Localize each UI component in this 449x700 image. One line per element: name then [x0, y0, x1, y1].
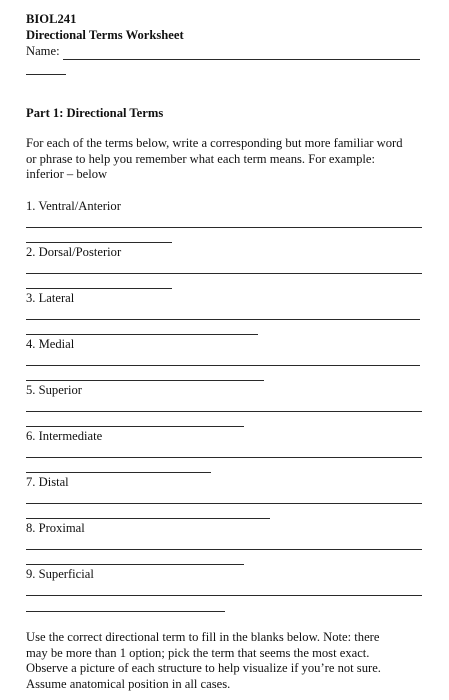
answer-line[interactable]: [26, 595, 422, 596]
term-dorsal-posterior: 2. Dorsal/Posterior: [26, 245, 122, 259]
term-ventral-anterior: 1. Ventral/Anterior: [26, 199, 121, 213]
term-lateral: 3. Lateral: [26, 291, 75, 305]
worksheet-title: Directional Terms Worksheet: [26, 28, 184, 42]
answer-line[interactable]: [26, 227, 422, 228]
answer-line[interactable]: [26, 319, 420, 320]
answer-line[interactable]: [26, 273, 422, 274]
instruction-line: inferior – below: [26, 167, 108, 181]
term-distal: 7. Distal: [26, 475, 69, 489]
instruction-line: Observe a picture of each structure to help visualize if you’re not sure.: [26, 661, 381, 675]
answer-line[interactable]: [26, 426, 244, 427]
instruction-line: or phrase to help you remember what each term means. For example:: [26, 151, 376, 166]
term-proximal: 8. Proximal: [26, 521, 85, 535]
answer-line[interactable]: [26, 472, 211, 473]
answer-line[interactable]: [26, 503, 422, 504]
name-label: Name:: [26, 44, 60, 58]
instruction-line: may be more than 1 option; pick the term that seems the most exact.: [26, 645, 370, 660]
term-superior: 5. Superior: [26, 383, 82, 397]
name-blank-line[interactable]: [63, 59, 420, 60]
instruction-line: Use the correct directional term to fill in the blanks below. Note: there: [26, 630, 380, 644]
instruction-line: For each of the terms below, write a corresponding but more familiar word: [26, 136, 403, 150]
answer-line[interactable]: [26, 365, 420, 366]
instruction-line: Assume anatomical position in all cases.: [26, 676, 231, 691]
answer-line[interactable]: [26, 242, 172, 243]
term-superficial: 9. Superficial: [26, 567, 94, 581]
answer-line[interactable]: [26, 611, 225, 612]
term-intermediate: 6. Intermediate: [26, 429, 103, 443]
part1-heading: Part 1: Directional Terms: [26, 106, 164, 120]
course-code: BIOL241: [26, 12, 77, 26]
answer-line[interactable]: [26, 380, 264, 381]
answer-line[interactable]: [26, 518, 270, 519]
answer-line[interactable]: [26, 334, 258, 335]
part1-instructions: [26, 136, 403, 183]
term-medial: 4. Medial: [26, 337, 75, 351]
answer-line[interactable]: [26, 564, 244, 565]
answer-line[interactable]: [26, 549, 422, 550]
fill-in-instructions: [26, 630, 381, 692]
answer-line[interactable]: [26, 457, 422, 458]
name-blank-line-continued[interactable]: [26, 74, 66, 75]
answer-line[interactable]: [26, 411, 422, 412]
answer-line[interactable]: [26, 288, 172, 289]
